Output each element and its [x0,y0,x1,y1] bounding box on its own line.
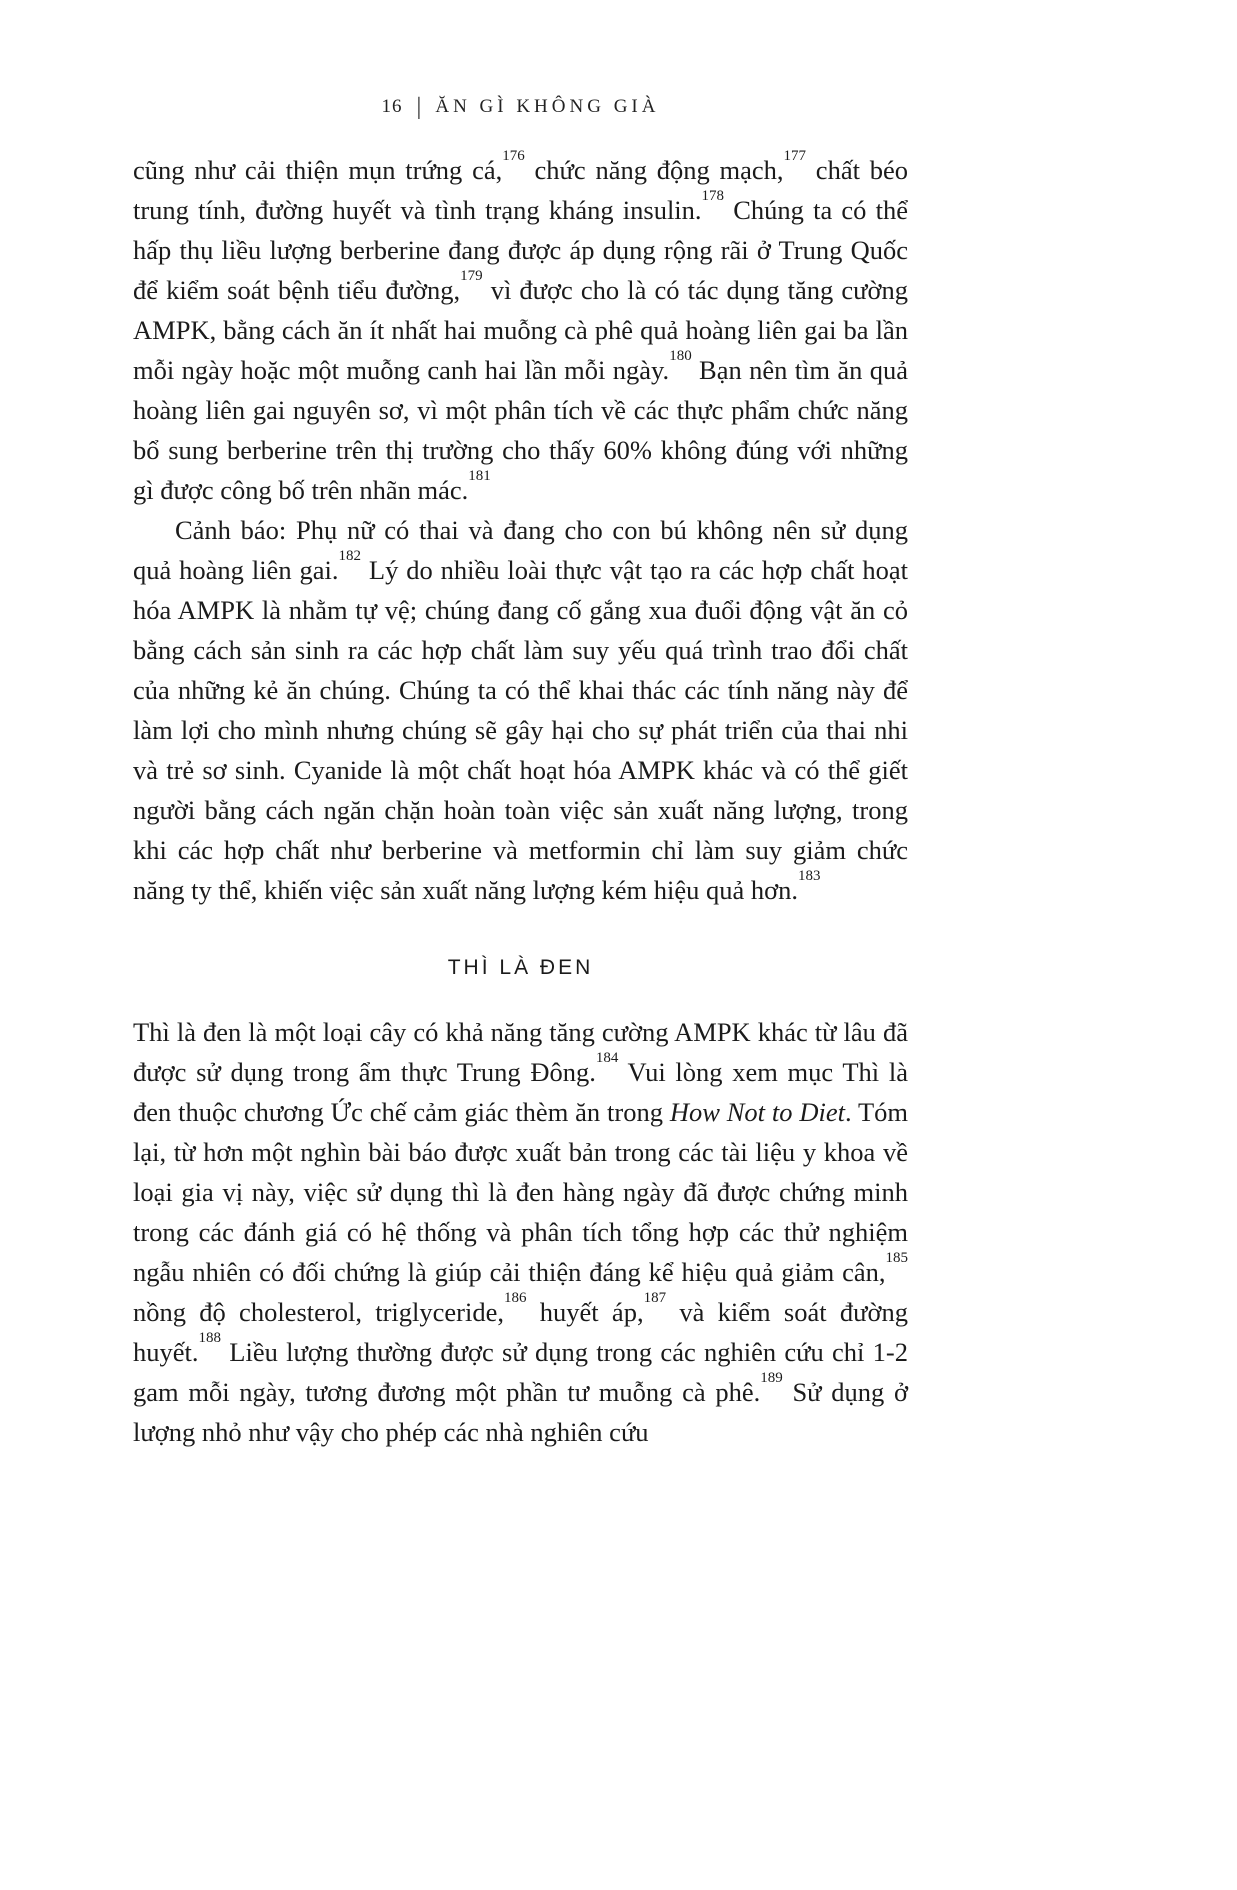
italic-run: How Not to Diet [669,1097,845,1127]
footnote-ref: 181 [468,468,491,485]
paragraph: cũng như cải thiện mụn trứng cá,$^{176}$ chức năng động mạch,$^{177}$ chất béo trung tính, đường huyết và tình trạng kháng insulin.$^{178}$ Chúng ta có thể hấp thụ liều lượng berberine đang được áp dụng rộng rãi ở Trung Quốc để kiểm soát bệnh tiểu đường,$^{179}$ vì được cho là có tác dụng tăng cường AMPK, bằng cách ăn ít nhất hai muỗng cà phê quả hoàng liên gai ba lần mỗi ngày hoặc một muỗng canh hai lần mỗi ngày.$^{180}$ Bạn nên tìm ăn quả hoàng liên gai nguyên sơ, vì một phân tích về các thực phẩm chức năng bổ sung berberine trên thị trường cho thấy 60% không đúng với những gì được công bố trên nhãn mác.$^{181}$ [133,148,909,505]
footnote-ref: 183 [797,868,821,885]
section-heading: THÌ LÀ ĐEN [447,956,594,979]
footnote-ref: 187 [643,1290,667,1307]
paragraph: Thì là đen là một loại cây có khả năng tăng cường AMPK khác từ lâu đã được sử dụng trong ẩm thực Trung Đông.$^{184}$ Vui lòng xem mục Thì là đen thuộc chương Ức chế cảm giác thèm ăn trong How Not to Diet. Tóm lại, từ hơn một nghìn bài báo được xuất bản trong các tài liệu y khoa về loại gia vị này, việc sử dụng thì là đen hàng ngày đã được chứng minh trong các đánh giá có hệ thống và phân tích tổng hợp các thử nghiệm ngẫu nhiên có đối chứng là giúp cải thiện đáng kể hiệu quả giảm cân,$^{185}$ nồng độ cholesterol, triglyceride,$^{186}$ huyết áp,$^{187}$ và kiểm soát đường huyết.$^{188}$ Liều lượng thường được sử dụng trong các nghiên cứu chỉ 1-2 gam mỗi ngày, tương đương một phần tư muỗng cà phê.$^{189}$ Sử dụng ở lượng nhỏ như vậy cho phép các nhà nghiên cứu [133,1017,909,1447]
header-divider: | [416,94,422,120]
footnote-ref: 176 [502,148,525,165]
running-header [133,94,908,121]
footnote-ref: 185 [885,1250,908,1267]
footnote-ref: 177 [783,148,807,165]
page-number: 16 [381,96,403,117]
footnote-ref: 180 [669,348,692,365]
footnote-ref: 182 [338,548,361,565]
footnote-ref: 189 [760,1370,783,1387]
footnote-ref: 179 [460,268,483,285]
footnote-ref: 188 [198,1330,221,1347]
paragraph: Cảnh báo: Phụ nữ có thai và đang cho con bú không nên sử dụng quả hoàng liên gai.$^{182}$ Lý do nhiều loài thực vật tạo ra các hợp chất hoạt hóa AMPK là nhằm tự vệ; chúng đang cố gắng xua đuổi động vật ăn cỏ bằng cách sản sinh ra các hợp chất làm suy yếu quá trình trao đổi chất của những kẻ ăn chúng. Chúng ta có thể khai thác các tính năng này để làm lợi cho mình nhưng chúng sẽ gây hại cho sự phát triển của thai nhi và trẻ sơ sinh. Cyanide là một chất hoạt hóa AMPK khác và có thể giết người bằng cách ngăn chặn hoàn toàn việc sản xuất năng lượng, trong khi các hợp chất như berberine và metformin chỉ làm suy giảm chức năng ty thể, khiến việc sản xuất năng lượng kém hiệu quả hơn.$^{183}$ [133,515,909,905]
footnote-ref: 186 [504,1290,527,1307]
page-body [133,150,908,1452]
book-title: ĂN GÌ KHÔNG GIÀ [435,96,660,117]
footnote-ref: 178 [701,188,725,205]
footnote-ref: 184 [595,1050,619,1067]
